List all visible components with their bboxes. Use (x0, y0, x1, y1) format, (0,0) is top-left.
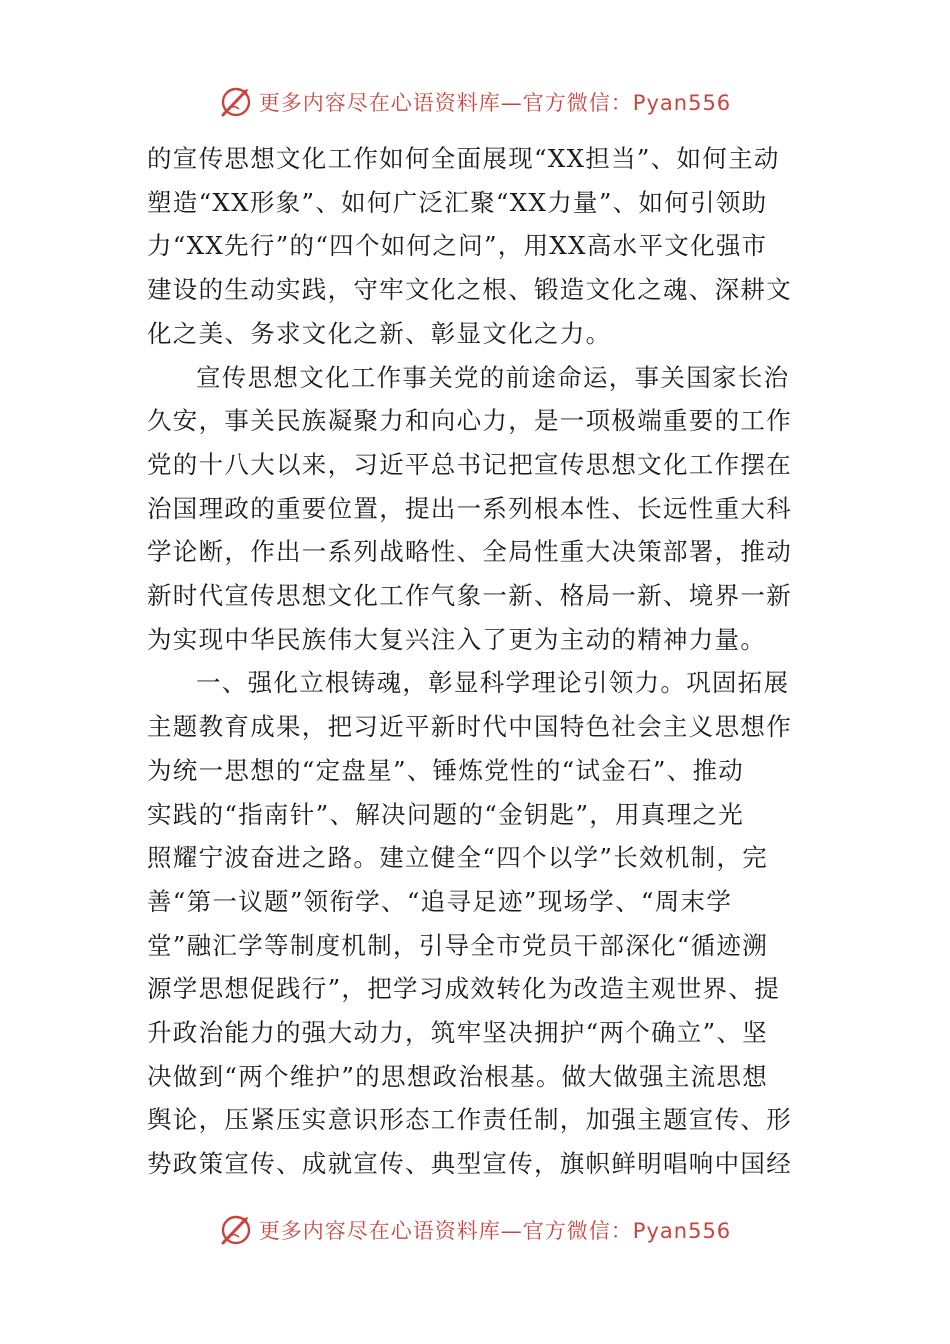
paragraph-line: 治国理政的重要位置，提出一系列根本性、长远性重大科 (147, 493, 792, 523)
paragraph-line: 宣传思想文化工作事关党的前途命运，事关国家长治 (196, 362, 790, 392)
paragraph-line: 决做到“两个维护”的思想政治根基。做大做强主流思想 (147, 1061, 769, 1091)
paragraph-line: 力“XX先行”的“四个如何之问”，用XX高水平文化强市 (147, 231, 768, 261)
paragraph-line: 源学思想促践行”，把学习成效转化为改造主观世界、提 (147, 974, 781, 1004)
paragraph-line: 势政策宣传、成就宣传、典型宣传，旗帜鲜明唱响中国经 (147, 1149, 792, 1179)
paragraph-line: 为统一思想的“定盘星”、锤炼党性的“试金石”、推动 (147, 755, 745, 785)
paragraph-line: 新时代宣传思想文化工作气象一新、格局一新、境界一新 (147, 581, 792, 611)
paragraph-line: 实践的“指南针”、解决问题的“金钥匙”，用真理之光 (147, 799, 745, 829)
paragraph (147, 661, 807, 1185)
paragraph-line: 照耀宁波奋进之路。建立健全“四个以学”长效机制，完 (147, 843, 769, 873)
footer-watermark-text: 更多内容尽在心语资料库—官方微信：Pyan556 (258, 1219, 732, 1243)
header-watermark (0, 82, 950, 122)
paragraph (147, 137, 807, 356)
pen-circle-logo-icon (219, 1213, 253, 1247)
paragraph-line: 为实现中华民族伟大复兴注入了更为主动的精神力量。 (147, 624, 767, 654)
paragraph-line: 党的十八大以来，习近平总书记把宣传思想文化工作摆在 (147, 449, 792, 479)
pen-circle-logo-icon (219, 85, 253, 119)
paragraph-line: 主题教育成果，把习近平新时代中国特色社会主义思想作 (147, 712, 792, 742)
paragraph-line: 善“第一议题”领衔学、“追寻足迹”现场学、“周末学 (147, 886, 733, 916)
footer-watermark (0, 1210, 950, 1250)
paragraph-line: 化之美、务求文化之新、彰显文化之力。 (147, 318, 612, 348)
paragraph (147, 356, 807, 662)
document-body (147, 137, 807, 1186)
paragraph-line: 久安，事关民族凝聚力和向心力，是一项极端重要的工作 (147, 406, 792, 436)
paragraph-line: 的宣传思想文化工作如何全面展现“XX担当”、如何主动 (147, 144, 780, 173)
paragraph-line: 舆论，压紧压实意识形态工作责任制，加强主题宣传、形 (147, 1105, 792, 1135)
paragraph-line: 学论断，作出一系列战略性、全局性重大决策部署，推动 (147, 537, 792, 567)
paragraph-line: 塑造“XX形象”、如何广泛汇聚“XX力量”、如何引领助 (147, 187, 768, 217)
paragraph-line: 堂”融汇学等制度机制，引导全市党员干部深化“循迹溯 (147, 930, 769, 960)
paragraph-line: 升政治能力的强大动力，筑牢坚决拥护“两个确立”、坚 (147, 1018, 769, 1048)
paragraph-line: 建设的生动实践，守牢文化之根、锻造文化之魂、深耕文 (147, 275, 792, 305)
header-watermark-text: 更多内容尽在心语资料库—官方微信：Pyan556 (258, 91, 732, 115)
paragraph-line: 一、强化立根铸魂，彰显科学理论引领力。巩固拓展 (196, 668, 790, 698)
